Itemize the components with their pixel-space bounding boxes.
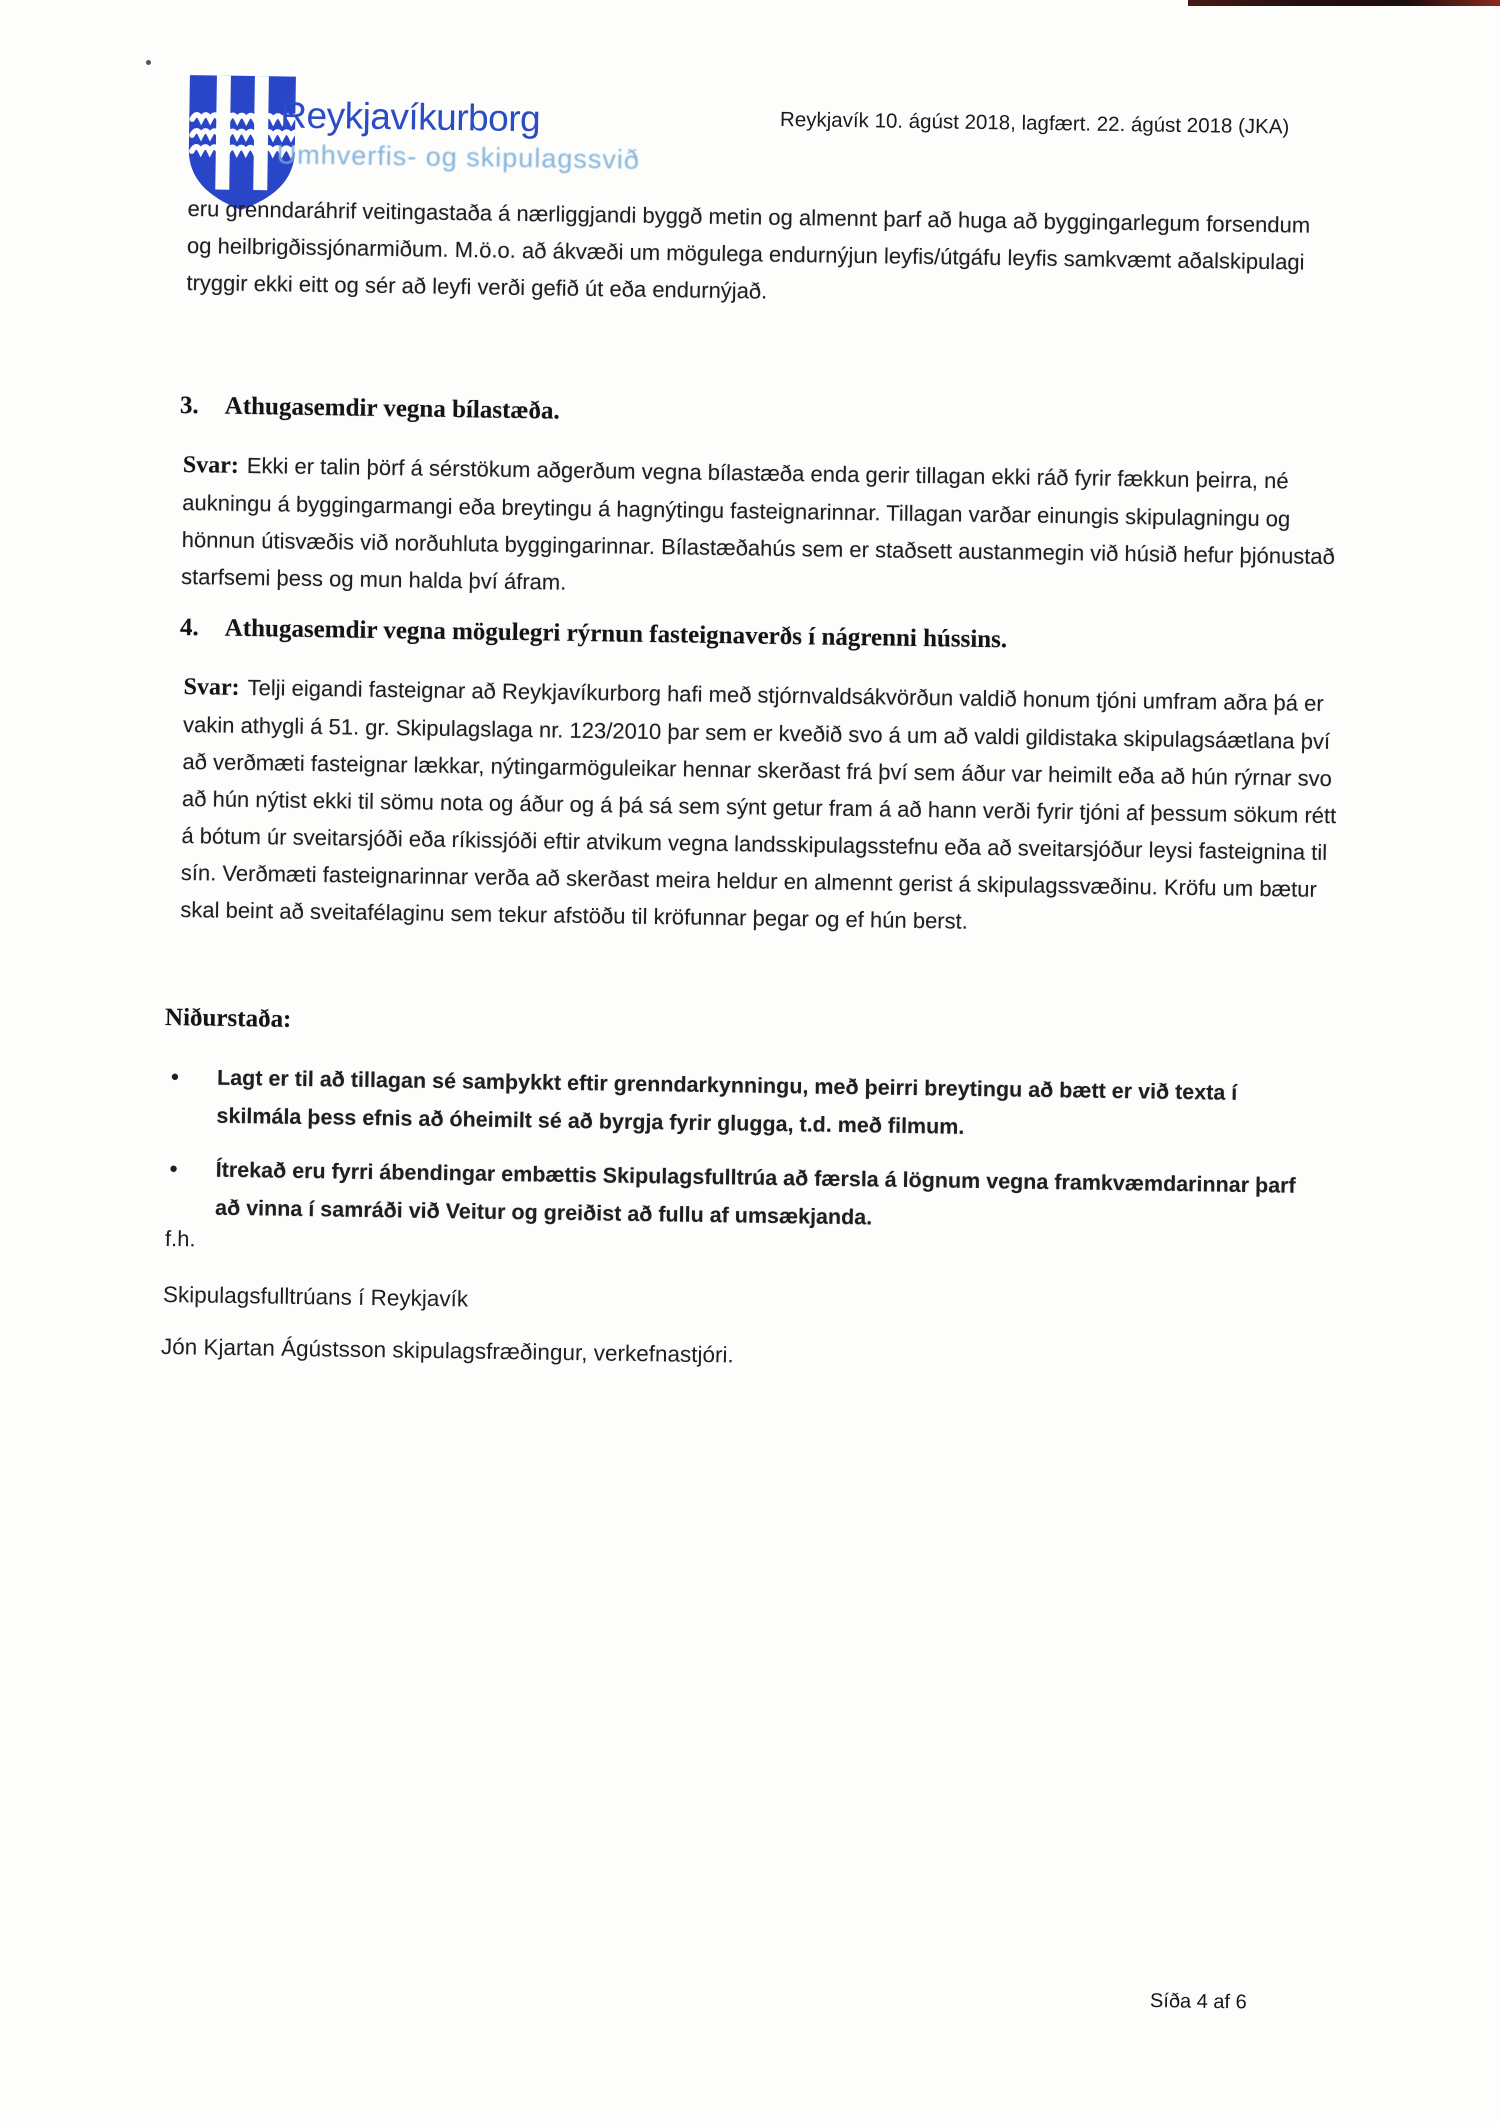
- list-item: [168, 1058, 1324, 1151]
- answer-text: Ekki er talin þörf á sérstökum aðgerðum vegna bílastæða enda gerir tillagan ekki ráð fyrir fækkun þeirra, né aukningu á byggingarmangi eða breytingu á hagnýtingu fasteignarinnar. Tillagan varðar einungis skipulagningu og hönnun útisvæðis við norðuhluta byggingarinnar. Bílastæðahús sem er staðsett austanmegin við húsið hefur þjónustað starfsemi þess og mun halda því áfram.: [180, 452, 1336, 595]
- section-4-heading: [180, 614, 1008, 654]
- bullet-icon: •: [169, 1156, 178, 1182]
- date-line: Reykjavík 10. ágúst 2018, lagfært. 22. ágúst 2018 (JKA): [779, 108, 1290, 139]
- conclusion-bullet-list: [164, 1058, 1325, 1259]
- section-3-number: 3.: [179, 392, 199, 420]
- section-4-title: Athugasemdir vegna mögulegri rýrnun fasteignaverðs í nágrenni hússins.: [224, 614, 1008, 654]
- conclusion-heading: Niðurstaða:: [164, 1004, 292, 1033]
- section-4-number: 4.: [179, 614, 199, 642]
- page-number-indicator: Síða 4 af 6: [1149, 1990, 1247, 2014]
- bullet-text: Ítrekað eru fyrri ábendingar embættis Skipulagsfulltrúa að færsla á lögnum vegna framkvæmdarinnar þarf að vinna í samráði við Veitur og greiðist að fullu af umsækjanda.: [214, 1157, 1296, 1230]
- signature-on-behalf: f.h.: [164, 1226, 196, 1252]
- list-item: [167, 1150, 1323, 1243]
- intro-paragraph: eru grenndaráhrif veitingastaða á nærliggjandi byggð metin og almennt þarf að huga að byggingarlegum forsendum og heilbrigðissjónarmiðum. M.ö.o. að ákvæði um mögulega endurnýjun leyfis/útgáfu leyfis samkvæmt aðalskipulagi tryggir ekki eitt og sér að leyfi verði gefið út eða endurnýjað.: [186, 196, 1311, 304]
- section-3-title: Athugasemdir vegna bílastæða.: [224, 392, 560, 425]
- org-department: Umhverfis- og skipulagssvið: [276, 139, 641, 175]
- answer-label: Svar:: [183, 674, 240, 701]
- bullet-icon: •: [170, 1064, 179, 1090]
- scan-artifact-dot: [146, 60, 151, 65]
- bullet-text: Lagt er til að tillagan sé samþykkt eftir grenndarkynningu, með þeirri breytingu að bætt er við texta í skilmála þess efnis að óheimilt sé að byrgja fyrir glugga, t.d. með filmum.: [216, 1065, 1238, 1139]
- section-3-answer: [181, 446, 1343, 612]
- signature-office: Skipulagsfulltrúans í Reykjavík: [162, 1282, 469, 1312]
- signature-name: Jón Kjartan Ágústsson skipulagsfræðingur, verkefnastjóri.: [160, 1334, 734, 1368]
- scan-artifact-line: [1188, 0, 1500, 6]
- org-name: Reykjavíkurborg: [280, 94, 541, 140]
- answer-label: Svar:: [182, 452, 240, 479]
- answer-text: Telji eigandi fasteignar að Reykjavíkurborg hafi með stjórnvaldsákvörðun valdið honum tjóni umfram aðra þá er vakin athygli á 51. gr. Skipulagslaga nr. 123/2010 þar sem er kveðið svo á um að valdi gildistaka skipulagsáætlana því að verðmæti fasteignar lækkar, nýtingarmöguleikar hennar skerðast frá því sem áður var heimilt eða að hún rýrnar svo að hún nýtist ekki til sömu nota og áður og á þá sá sem sýnt getur fram á að hann verði fyrir tjóni af þessum sökum rétt á bótum úr sveitarsjóði eða ríkissjóði eftir atvikum vegna landsskipulagsstefnu eða að sveitarsjóður leysi fasteignina til sín. Verðmæti fasteignarinnar verða að skerðast meira heldur en almennt gerist á skipulagssvæðinu. Kröfu um bætur skal beint að sveitafélaginu sem tekur afstöðu til kröfunnar þegar og ef hún berst.: [180, 674, 1337, 934]
- section-4-answer: [180, 668, 1349, 945]
- section-3-heading: [180, 392, 560, 426]
